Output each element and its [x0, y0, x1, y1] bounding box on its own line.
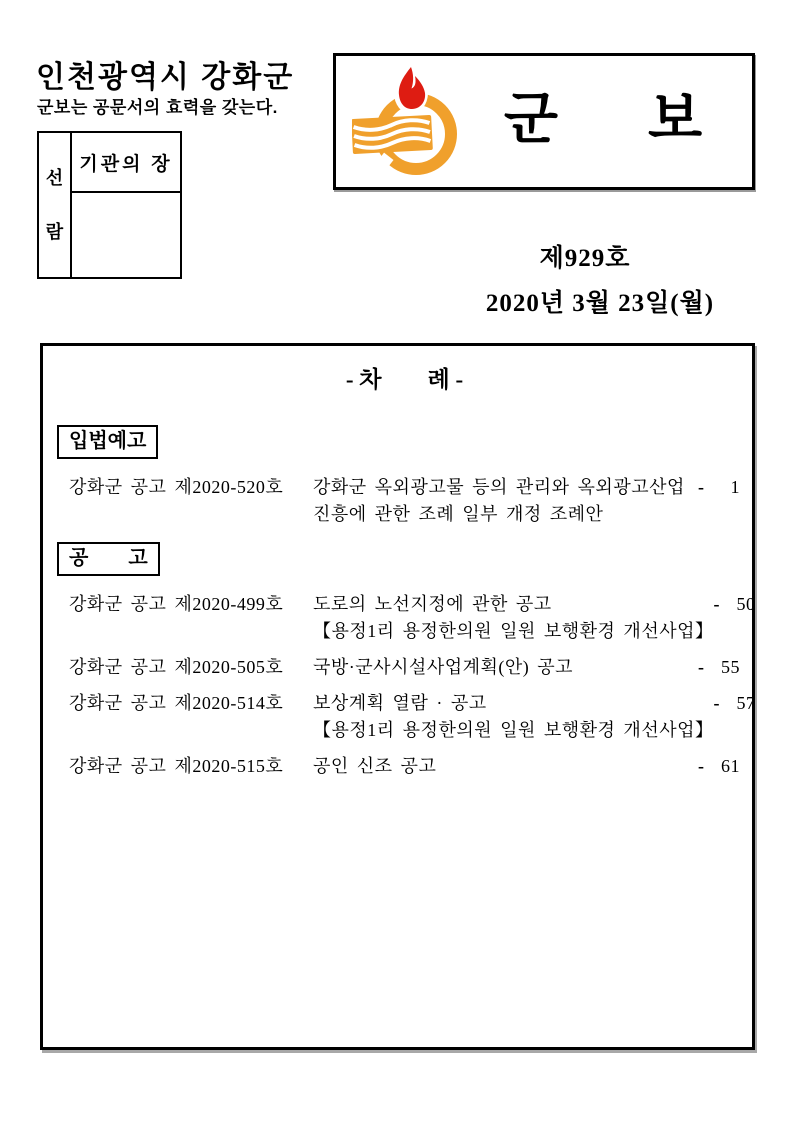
toc-entry — [69, 474, 740, 528]
toc-section — [69, 411, 740, 528]
toc-section — [69, 528, 756, 780]
page-number: 50 — [736, 594, 756, 614]
seal-signature-cell — [71, 192, 181, 278]
county-emblem-icon — [352, 64, 462, 180]
toc-title: - 차 례 - — [345, 367, 464, 392]
entry-title — [313, 474, 698, 528]
toc-entry — [69, 753, 740, 780]
seal-head-of-agency-cell: 기관의 장 — [71, 132, 181, 192]
seal-left-label — [38, 132, 71, 278]
entry-title — [313, 654, 698, 681]
entry-doc-number: 강화군 공고 제2020-515호 — [69, 756, 284, 776]
toc-box — [40, 343, 755, 1050]
page-dash: - — [698, 477, 705, 497]
entry-page-ref — [698, 654, 740, 681]
entry-page-ref — [698, 753, 740, 780]
entry-doc-number: 강화군 공고 제2020-520호 — [69, 477, 284, 497]
toc-entry — [69, 591, 756, 645]
entry-title-line: 강화군 옥외광고물 등의 관리와 옥외광고산업 — [313, 477, 685, 497]
entry-title-line: 보상계획 열람 · 공고 — [313, 693, 487, 713]
org-title: 인천광역시 강화군 — [36, 61, 295, 94]
page-dash: - — [698, 756, 705, 776]
issue-date: 2020년 3월 23일(월) — [485, 290, 715, 317]
entry-title-line: 진흥에 관한 조례 일부 개정 조례안 — [313, 504, 604, 524]
entry-doc-number: 강화군 공고 제2020-505호 — [69, 657, 284, 677]
approval-seal-table — [37, 131, 182, 279]
masthead-box — [333, 53, 755, 190]
entry-title — [313, 591, 713, 645]
section-heading: 입법예고 — [57, 425, 158, 459]
page-number: 57 — [736, 693, 756, 713]
entry-title — [313, 690, 713, 744]
page-dash: - — [713, 693, 720, 713]
page-number: 61 — [721, 756, 740, 776]
entry-title — [313, 753, 698, 780]
entry-title-line: 공인 신조 공고 — [313, 756, 437, 776]
masthead-char-gun: 군 — [503, 88, 558, 151]
masthead-title — [462, 88, 752, 152]
page-number: 55 — [721, 657, 740, 677]
entry-doc-number: 강화군 공고 제2020-499호 — [69, 594, 284, 614]
toc-entry — [69, 690, 756, 744]
page-number: 1 — [730, 477, 740, 497]
masthead-char-bo: 보 — [648, 88, 703, 151]
seal-char-ram: 람 — [45, 222, 64, 242]
entry-page-ref — [713, 690, 755, 744]
entry-title-line: 【용정1리 용정한의원 일원 보행환경 개선사업】 — [313, 621, 714, 641]
entry-title-line: 도로의 노선지정에 관한 공고 — [313, 594, 552, 614]
section-heading: 공 고 — [57, 542, 160, 576]
entry-title-line: 국방·군사시설사업계획(안) 공고 — [313, 657, 574, 677]
issue-number: 제929호 — [539, 245, 631, 272]
page-dash: - — [713, 594, 720, 614]
toc-sections — [69, 411, 756, 780]
entry-title-line: 【용정1리 용정한의원 일원 보행환경 개선사업】 — [313, 720, 714, 740]
seal-char-seon: 선 — [45, 168, 64, 188]
entry-doc-number: 강화군 공고 제2020-514호 — [69, 693, 284, 713]
toc-entry — [69, 654, 740, 681]
entry-page-ref — [713, 591, 755, 645]
org-subtitle: 군보는 공문서의 효력을 갖는다. — [37, 98, 278, 117]
entry-page-ref — [698, 474, 740, 528]
page-dash: - — [698, 657, 705, 677]
